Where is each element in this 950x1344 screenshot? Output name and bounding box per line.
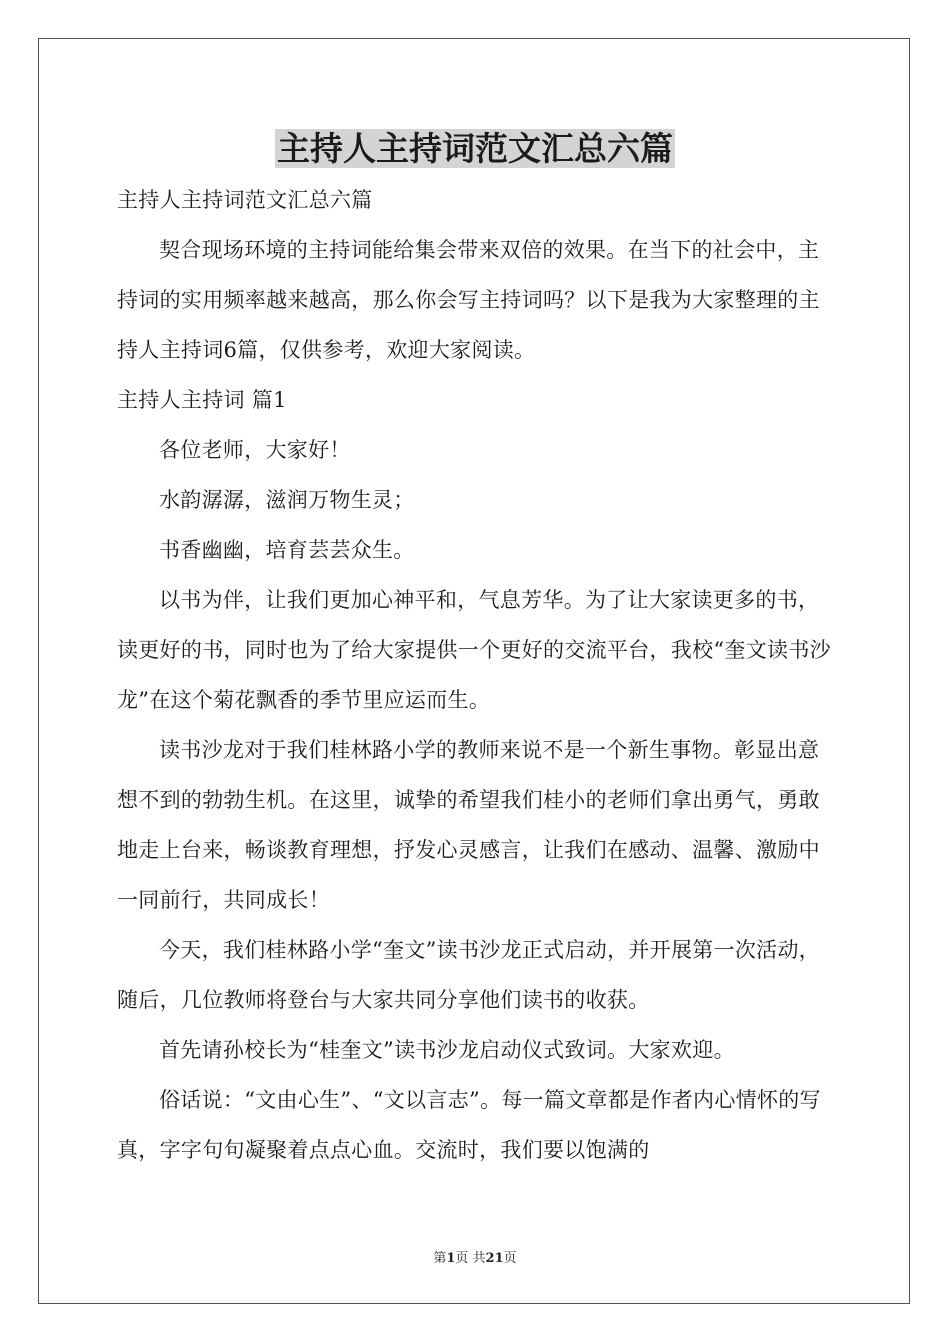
paragraph: 主持人主持词 篇1	[117, 388, 287, 412]
subtitle-line: 主持人主持词范文汇总六篇	[117, 188, 373, 212]
footer-prefix: 第	[433, 1251, 447, 1266]
paragraph-list	[117, 225, 833, 1175]
footer-total-pages: 21	[485, 1251, 504, 1266]
paragraph: 书香幽幽，培育芸芸众生。	[159, 538, 415, 562]
document-body	[117, 175, 833, 1175]
footer-suffix: 页	[503, 1251, 517, 1266]
paragraph: 读书沙龙对于我们桂林路小学的教师来说不是一个新生事物。彰显出意想不到的勃勃生机。在这里，诚挚的希望我们桂小的老师们拿出勇气，勇敢地走上台来，畅谈教育理想，抒发心灵感言，让我们在感动、温馨、激励中一同前行，共同成长！	[117, 738, 820, 912]
paragraph: 水韵潺潺，滋润万物生灵；	[159, 488, 415, 512]
paragraph: 契合现场环境的主持词能给集会带来双倍的效果。在当下的社会中，主持词的实用频率越来越高，那么你会写主持词吗？以下是我为大家整理的主持人主持词6篇，仅供参考，欢迎大家阅读。	[117, 238, 820, 362]
document-title	[117, 124, 833, 174]
paragraph: 以书为伴，让我们更加心神平和，气息芳华。为了让大家读更多的书，读更好的书，同时也为了给大家提供一个更好的交流平台，我校“奎文读书沙龙”在这个菊花飘香的季节里应运而生。	[117, 588, 831, 712]
paragraph: 今天，我们桂林路小学“奎文”读书沙龙正式启动，并开展第一次活动，随后，几位教师将登台与大家共同分享他们读书的收获。	[117, 938, 821, 1012]
paragraph: 俗话说：“文由心生”、“文以言志”。每一篇文章都是作者内心情怀的写真，字字句句凝聚着点点心血。交流时，我们要以饱满的	[117, 1088, 821, 1162]
footer-mid: 页 共	[455, 1251, 486, 1266]
paragraph: 各位老师，大家好！	[159, 438, 351, 462]
paragraph: 首先请孙校长为“桂奎文”读书沙龙启动仪式致词。大家欢迎。	[159, 1038, 735, 1062]
footer-page-number: 1	[446, 1251, 456, 1266]
title-text: 主持人主持词范文汇总六篇	[277, 129, 673, 168]
page-footer	[0, 1247, 950, 1266]
